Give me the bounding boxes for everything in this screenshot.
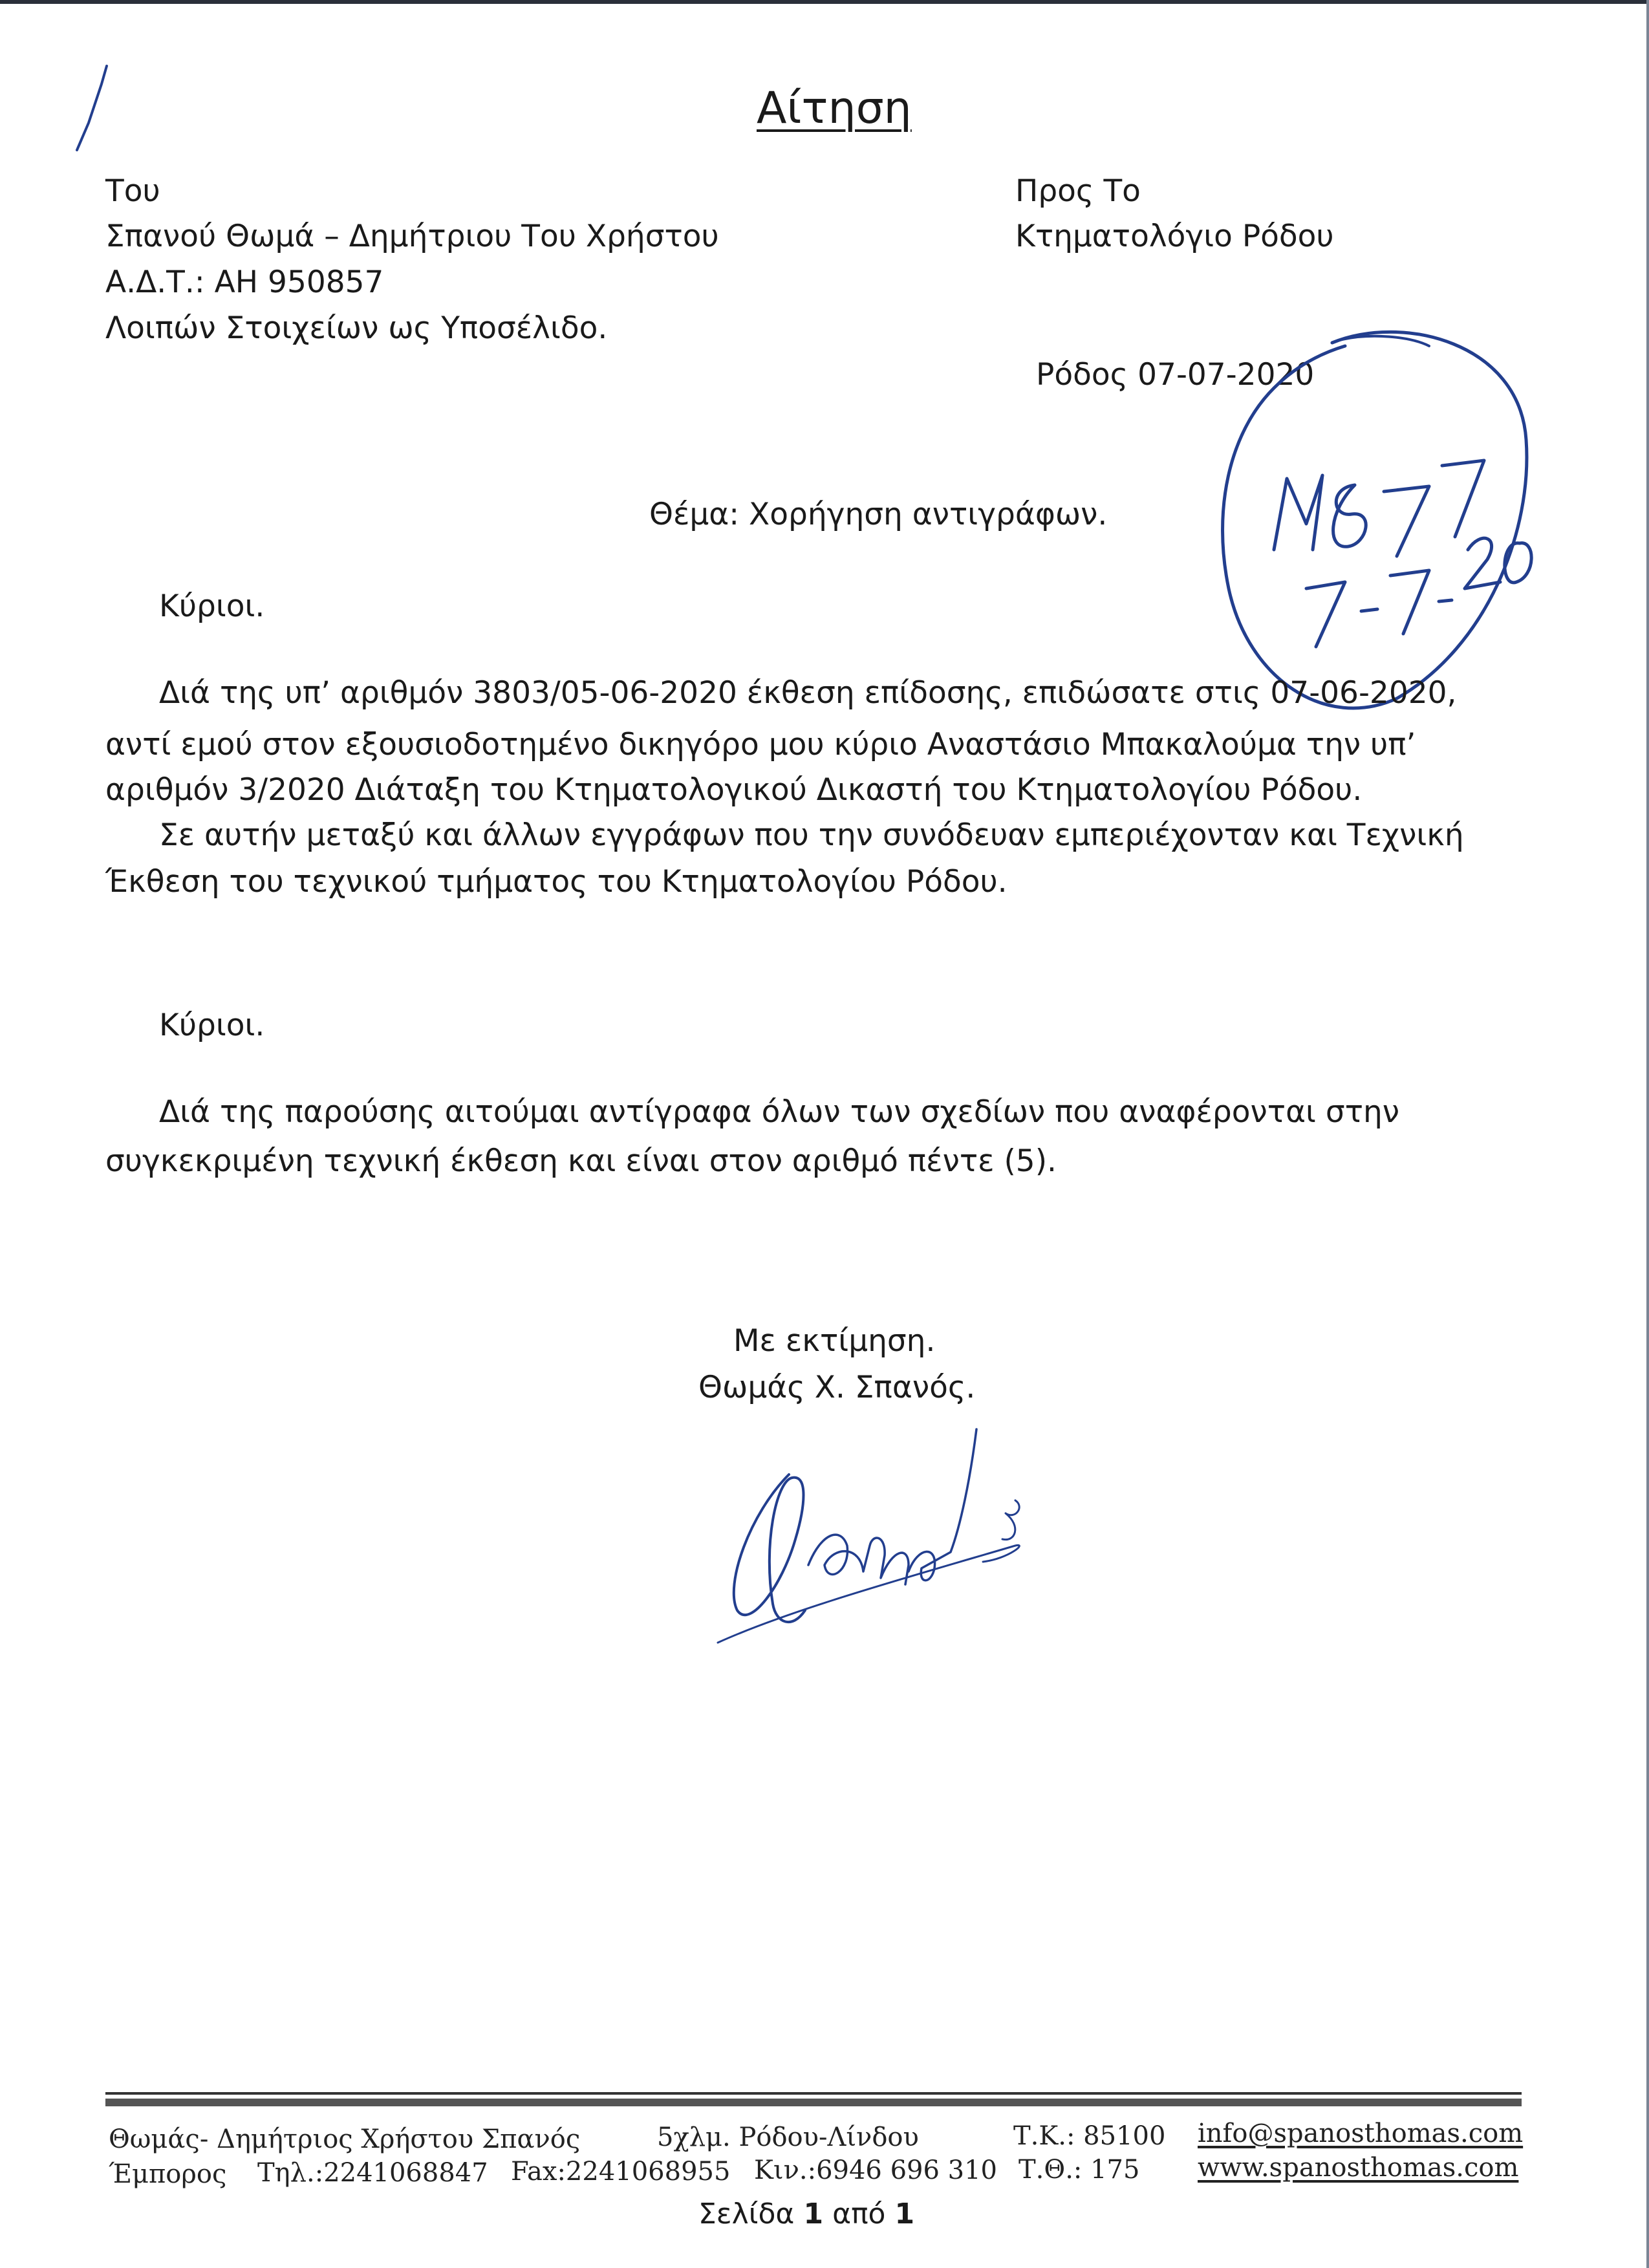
place-date: Ρόδος 07-07-2020 bbox=[1036, 357, 1315, 393]
paragraph-3-line-1: Διά της παρούσης αιτούμαι αντίγραφα όλων των σχεδίων που αναφέρονται στην bbox=[159, 1094, 1400, 1130]
paragraph-1-line-1: Διά της υπ’ αριθμόν 3803/05-06-2020 έκθεση επίδοσης, επιδώσατε στις 07-06-2020, bbox=[159, 675, 1457, 711]
page-current: 1 bbox=[803, 2198, 824, 2230]
page-label: Σελίδα bbox=[698, 2198, 795, 2230]
footer-po-box: Τ.Θ.: 175 bbox=[1018, 2155, 1140, 2185]
closing: Με εκτίμηση. bbox=[733, 1323, 936, 1359]
paragraph-2-line-1: Σε αυτήν μεταξύ και άλλων εγγράφων που την συνόδευαν εμπεριέχονταν και Τεχνική bbox=[159, 817, 1464, 853]
footer-rule-thin bbox=[105, 2092, 1522, 2095]
page-counter bbox=[698, 2198, 914, 2230]
sender-prefix: Του bbox=[105, 173, 160, 209]
page-of: από bbox=[832, 2198, 886, 2230]
sender-note: Λοιπών Στοιχείων ως Υποσέλιδο. bbox=[105, 310, 608, 346]
footer-website-link[interactable] bbox=[1198, 2155, 1518, 2181]
pen-tick-mark bbox=[61, 58, 120, 162]
footer-rule-thick bbox=[105, 2099, 1522, 2106]
footer-mobile: Κιν.:6946 696 310 bbox=[754, 2155, 997, 2185]
document-title: Αίτηση bbox=[757, 83, 912, 134]
handwritten-signature bbox=[711, 1416, 1048, 1675]
footer-name: Θωμάς- Δημήτριος Χρήστου Σπανός bbox=[109, 2124, 581, 2154]
footer-email-link[interactable] bbox=[1198, 2121, 1523, 2146]
footer-phone: Τηλ.:2241068847 bbox=[257, 2158, 488, 2188]
scan-edge-right bbox=[1646, 0, 1649, 2268]
recipient-name: Κτηματολόγιο Ρόδου bbox=[1015, 219, 1334, 254]
footer-email[interactable]: info@spanosthomas.com bbox=[1198, 2119, 1524, 2148]
footer-website[interactable]: www.spanosthomas.com bbox=[1198, 2153, 1519, 2183]
salutation-2: Κύριοι. bbox=[159, 1008, 265, 1043]
handwritten-registry-stamp bbox=[1216, 317, 1539, 718]
sender-id: Α.Δ.Τ.: ΑΗ 950857 bbox=[105, 265, 384, 300]
sender-name: Σπανού Θωμά – Δημήτριου Του Χρήστου bbox=[105, 219, 719, 254]
page-total: 1 bbox=[894, 2198, 915, 2230]
footer-fax: Fax:2241068955 bbox=[511, 2157, 731, 2187]
signer-name: Θωμάς Χ. Σπανός. bbox=[698, 1370, 976, 1405]
paragraph-1-line-3: αριθμόν 3/2020 Διάταξη του Κτηματολογικού Δικαστή του Κτηματολογίου Ρόδου. bbox=[105, 772, 1363, 808]
scan-edge-top bbox=[0, 0, 1649, 4]
salutation-1: Κύριοι. bbox=[159, 589, 265, 624]
recipient-prefix: Προς Το bbox=[1015, 173, 1141, 209]
footer-postal-code: Τ.Κ.: 85100 bbox=[1013, 2121, 1166, 2151]
paragraph-3-line-2: συγκεκριμένη τεχνική έκθεση και είναι στον αριθμό πέντε (5). bbox=[105, 1143, 1057, 1179]
footer-address: 5χλμ. Ρόδου-Λίνδου bbox=[657, 2122, 919, 2152]
subject-line: Θέμα: Χορήγηση αντιγράφων. bbox=[649, 497, 1108, 532]
footer-occupation: Έμπορος bbox=[109, 2159, 227, 2189]
paragraph-2-line-2: Έκθεση του τεχνικού τμήματος του Κτηματολογίου Ρόδου. bbox=[105, 864, 1008, 900]
paragraph-1-line-2: αντί εμού στον εξουσιοδοτημένο δικηγόρο μου κύριο Αναστάσιο Μπακαλούμα την υπ’ bbox=[105, 727, 1416, 762]
